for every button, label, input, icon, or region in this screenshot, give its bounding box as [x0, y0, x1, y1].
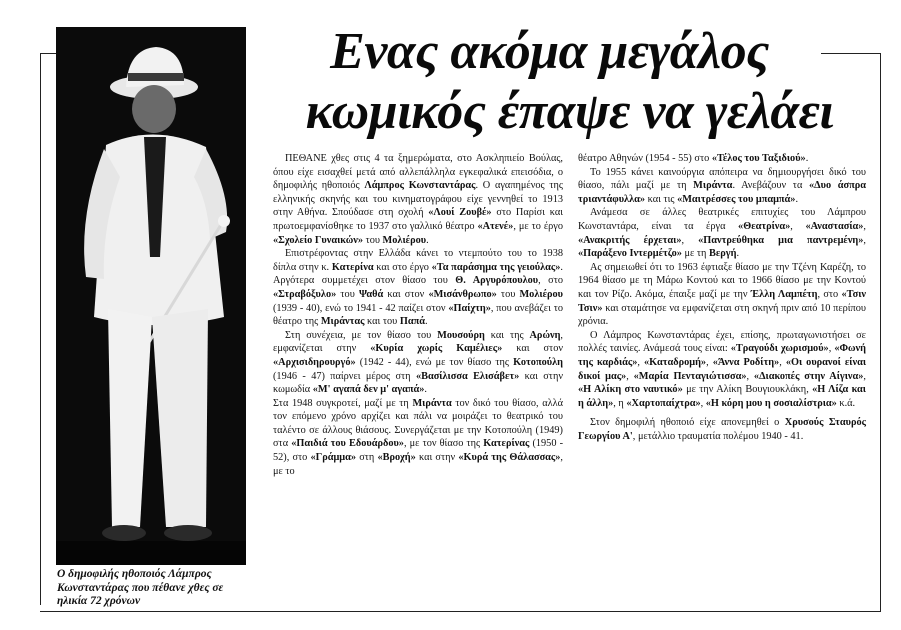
article-paragraph	[578, 329, 866, 411]
body-text: , στο	[538, 275, 563, 287]
article-column-2	[578, 152, 866, 443]
body-text: και στην	[415, 452, 459, 464]
bold-text: Βεργή	[709, 248, 737, 260]
bold-text: Έλλη Λαμπέτη	[750, 288, 818, 300]
body-text: , με τον θίασο της	[403, 438, 484, 450]
bold-text: Κοτοπούλη	[513, 356, 563, 368]
bold-text: «Σχολείο Γυναικών»	[273, 234, 363, 246]
actor-figure-illustration	[56, 27, 246, 565]
body-text: , στο	[817, 288, 842, 300]
body-text: και στην κωμωδία	[273, 370, 563, 396]
body-text: Στον δημοφιλή ηθοποιό είχε απονεμηθεί ο	[590, 417, 785, 429]
frame-rule-left	[40, 53, 41, 605]
bold-text: «Γράμμα»	[310, 452, 357, 464]
actor-photo	[56, 27, 246, 565]
article-paragraph	[578, 416, 866, 443]
body-text: και στον	[502, 343, 563, 355]
body-text: με την Αλίκη Βουγιουκλάκη,	[682, 384, 813, 396]
bold-text: Ψαθά	[358, 288, 384, 300]
article-paragraph	[273, 247, 563, 329]
bold-text: «Η Λίζα και η άλλη»	[578, 384, 866, 409]
bold-text: Μολιέρου	[382, 234, 427, 246]
body-text: Ανάμεσα σε άλλες θεατρικές επιτυχίες του Λάμπρου Κωνσταντάρα, είναι τα έργα	[578, 207, 866, 232]
body-text: . Ο αγαπημένος της ελληνικής σκηνής και του κινηματογράφου είχε γεννηθεί το 1913 στην Αθήνα. Σπούδασε στη σχολή	[273, 180, 563, 219]
bold-text: «Παντρεύθηκα μια παντρεμένη»	[698, 234, 864, 246]
body-text: ,	[700, 397, 706, 409]
body-text: ,	[626, 370, 634, 382]
bold-text: «Μισάνθρωπο»	[428, 288, 497, 300]
article-paragraph	[273, 152, 563, 247]
article-headline	[262, 22, 877, 142]
article-column-1	[273, 152, 563, 478]
bold-text: Μουσούρη	[437, 329, 485, 341]
bold-text: «Παιδιά του Εδουάρδου»	[291, 438, 404, 450]
bold-text: «Φωνή της καρδιάς»	[578, 343, 866, 368]
bold-text: «Στραβόξυλο»	[273, 288, 337, 300]
body-text: ,	[828, 343, 835, 355]
body-text: ,	[779, 356, 786, 368]
body-text: ,	[863, 370, 866, 382]
body-text: και στον	[383, 288, 429, 300]
bold-text: Αρώνη	[529, 329, 561, 341]
bold-text: Θ. Αργυρόπουλου	[455, 275, 539, 287]
body-text: του	[363, 234, 383, 246]
body-text: του	[496, 288, 520, 300]
bold-text: «Βροχή»	[377, 452, 416, 464]
body-text: , με το έργο	[513, 220, 563, 232]
bold-text: «Παράξενο Ιντερμέτζο»	[578, 248, 682, 260]
bold-text: Λάμπρος Κωνσταντάρας	[364, 180, 476, 192]
body-text: Επιστρέφοντας στην Ελλάδα κάνει το ντεμπούτο του το 1938 δίπλα στην κ.	[273, 248, 563, 273]
frame-rule-bottom	[40, 611, 881, 612]
bold-text: «Η κόρη μου η σοσιαλίστρια»	[705, 397, 837, 409]
body-text: και του	[364, 316, 400, 328]
article-paragraph	[578, 206, 866, 260]
body-text: , με το	[273, 452, 563, 477]
body-text: (1950 - 52), στο	[273, 438, 563, 464]
body-text: .	[795, 193, 799, 205]
bold-text: Μολιέρου	[519, 288, 563, 300]
bold-text: «Αναστασία»	[805, 220, 864, 232]
bold-text: «Καταδρομή»	[644, 356, 707, 368]
bold-text: «Αρχισιδηρουργό»	[273, 356, 356, 368]
bold-text: Κατερίνα	[331, 261, 374, 273]
body-text: ΠΕΘΑΝΕ χθες στις 4 τα ξημερώματα, στο Ασκληπιείο Βούλας, όπου είχε εισαχθεί μετά από αλλεπάλληλα εγκεφαλικά επεισόδια, ο δημοφιλής ηθοποιός	[273, 153, 563, 192]
body-text: , που ανεβάζει το θέατρο της	[273, 302, 563, 328]
body-text: . Ανεβάζουν τα	[732, 180, 809, 192]
body-text: .	[736, 248, 740, 260]
body-text: του	[336, 288, 359, 300]
bold-text: «Άννα Ροδίτη»	[712, 356, 780, 368]
body-text: .	[424, 384, 427, 396]
body-text: ,	[637, 356, 645, 368]
body-text: ,	[790, 220, 806, 232]
bold-text: «Διακοπές στην Αίγινα»	[753, 370, 864, 382]
body-text: και στο έργο	[373, 261, 432, 273]
body-text: στη	[356, 452, 378, 464]
bold-text: «Λουί Ζουβέ»	[428, 207, 492, 219]
frame-rule-right	[880, 53, 881, 612]
article-paragraph	[578, 261, 866, 329]
bold-text: «Τραγούδι χωρισμού»	[730, 343, 829, 355]
bold-text: Μιράντα	[412, 397, 452, 409]
body-text: ,	[746, 370, 754, 382]
body-text: ,	[706, 356, 713, 368]
body-text: ,	[863, 220, 866, 232]
article-paragraph	[273, 329, 563, 397]
body-text: Στη συνέχεια, με τον θίασο του	[285, 329, 438, 341]
body-text: και τις	[645, 193, 678, 205]
body-text: ,	[863, 234, 866, 246]
body-text: (1939 - 40), ενώ το 1941 - 42 παίζει στον	[273, 302, 449, 314]
body-text: , η	[613, 397, 627, 409]
body-text: με τη	[681, 248, 710, 260]
headline-line-2: κωμικός έπαψε να γελάει	[305, 83, 834, 140]
body-text: και σταμάτησε να εμφανίζεται στη σκηνή πριν από 10 περίπου χρόνια.	[578, 302, 866, 328]
body-text: ,	[681, 234, 699, 246]
body-text: στο Παρίσι και πρωτοεμφανίσθηκε το 1937 στο γαλλικό θέατρο	[273, 207, 564, 232]
bold-text: «Οι ουρανοί είναι δικοί μας»	[578, 356, 867, 382]
body-text: .	[424, 316, 428, 328]
bold-text: «Βασίλισσα Ελισάβετ»	[415, 370, 520, 382]
bold-text: «Μ' αγαπά δεν μ' αγαπά»	[312, 384, 425, 396]
bold-text: «Κυρία χωρίς Καμέλιες»	[370, 343, 503, 355]
body-text: Ο Λάμπρος Κωνσταντάρας έχει, επίσης, πρωταγωνιστήσει σε πολλές ταινίες. Ανάμεσά τους είναι:	[578, 329, 866, 355]
article-paragraph	[578, 166, 866, 207]
bold-text: Παπά	[399, 316, 425, 328]
bold-text: «Θεατρίνα»	[738, 220, 791, 232]
bold-text: «Παίχτη»	[448, 302, 491, 314]
bold-text: «Τσιν Τσιν»	[578, 288, 867, 314]
bold-text: «Μαρία Πενταγιώτισσα»	[633, 370, 747, 382]
bold-text: «Ατενέ»	[477, 220, 514, 232]
article-paragraph	[578, 152, 866, 166]
body-text: (1946 - 47) παίρνει μέρος στη	[273, 370, 416, 382]
body-text: Το 1955 κάνει καινούργια απόπειρα να δημιουργήσει δικό του θίασο, πάλι μαζί με τη	[578, 166, 866, 192]
body-text: τον δικό του θίασο, αλλά τον επόμενο χρόνο αρχίζει και πάλι να μοιράζει το θεατρικό του ταλέντο σε άλλους θιάσους. Συνεργάζεται με την Κοτοπούλη (1949) στα	[273, 397, 563, 450]
bold-text: «Ανακριτής έρχεται»	[578, 234, 682, 246]
body-text: Ας σημειωθεί ότι το 1963 έφτιαξε θίασο με την Τζένη Καρέζη, το 1964 θίασο με τη Μάρω Κοντού και το 1966 θίασο με την Κοντού και τον Ρίζο. Ακόμα, έπαιξε μαζί με την	[578, 261, 866, 300]
body-text: (1942 - 44), ενώ με τον θίασο της	[355, 356, 514, 368]
bold-text: «Τέλος του Ταξιδιού»	[711, 153, 806, 164]
body-text: , εμφανίζεται στην	[273, 329, 563, 355]
body-text: και της	[484, 329, 530, 341]
body-text: . Αργότερα συμμετέχει στον θίασο του	[273, 261, 563, 287]
body-text: θέατρο Αθηνών (1954 - 55) στο	[578, 153, 712, 164]
bold-text: «Χαρτοπαίχτρα»	[626, 397, 701, 409]
body-text: , μετάλλιο τραυματία πολέμου 1940 - 41.	[632, 430, 804, 442]
bold-text: «Η Αλίκη στο ναυτικό»	[578, 384, 683, 396]
body-text: .	[805, 153, 809, 164]
bold-text: Μιράντα	[693, 180, 733, 192]
headline-line-1: Ενας ακόμα μεγάλος	[330, 23, 769, 80]
bold-text: «Τα παράσημα της γειούλας»	[431, 261, 561, 273]
bold-text: «Κυρά της Θάλασσας»	[458, 452, 561, 464]
body-text: κ.ά.	[836, 397, 856, 409]
bold-text: Χρυσούς Σταυρός Γεωργίου Α'	[578, 417, 867, 442]
body-text: .	[426, 234, 429, 246]
bold-text: Κατερίνας	[483, 438, 530, 450]
article-paragraph	[273, 397, 563, 479]
bold-text: «Μαιτρέσσες του μπαμπά»	[677, 193, 796, 205]
photo-caption: Ο δημοφιλής ηθοποιός Λάμπρος Κωνσταντάρας που πέθανε χθες σε ηλικία 72 χρόνων	[57, 568, 224, 607]
bold-text: «Δυο άσπρα τριαντάφυλλα»	[578, 180, 866, 205]
bold-text: Μιράντας	[320, 316, 365, 328]
body-text: Στα 1948 συγκροτεί, μαζί με τη	[273, 397, 413, 409]
